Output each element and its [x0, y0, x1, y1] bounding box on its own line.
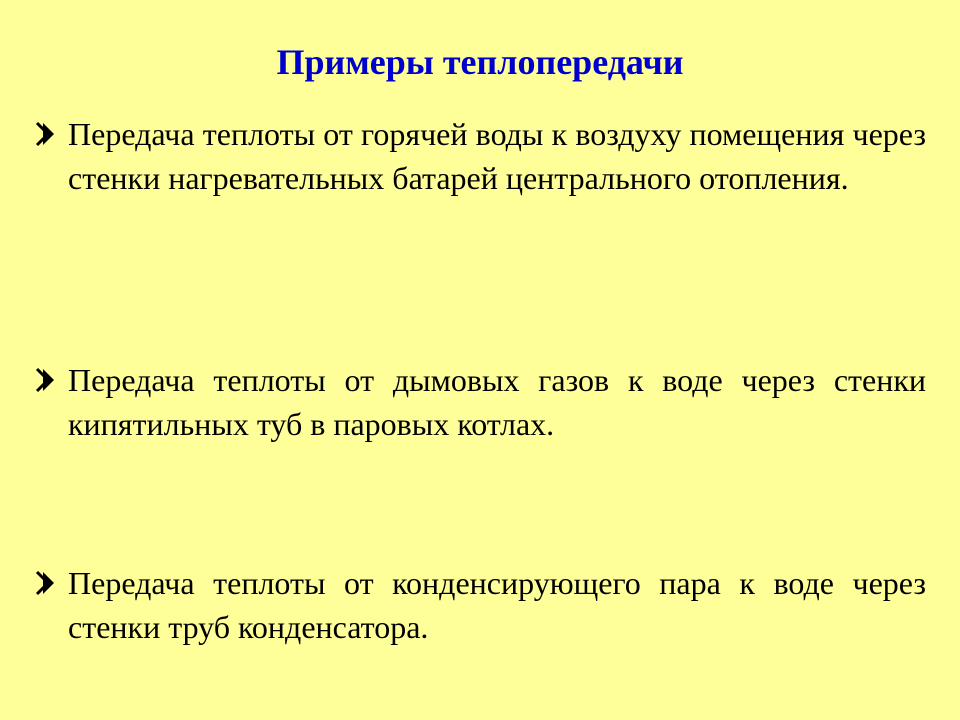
- bullet-text: Передача теплоты от дымовых газов к воде через стенки кипятильных туб в паровых котлах.: [68, 362, 926, 442]
- bullet-text: Передача теплоты от конденсирующего пара к воде через стенки труб конденсатора.: [68, 565, 926, 645]
- slide-title: Примеры теплопередачи: [276, 42, 684, 82]
- bullet-text: Передача теплоты от горячей воды к воздуху помещения через стенки нагревательных батарей центрального отопления.: [68, 116, 926, 196]
- arrow-check-icon: [34, 366, 62, 394]
- arrow-check-icon: [34, 120, 62, 148]
- arrow-check-icon: [34, 569, 62, 597]
